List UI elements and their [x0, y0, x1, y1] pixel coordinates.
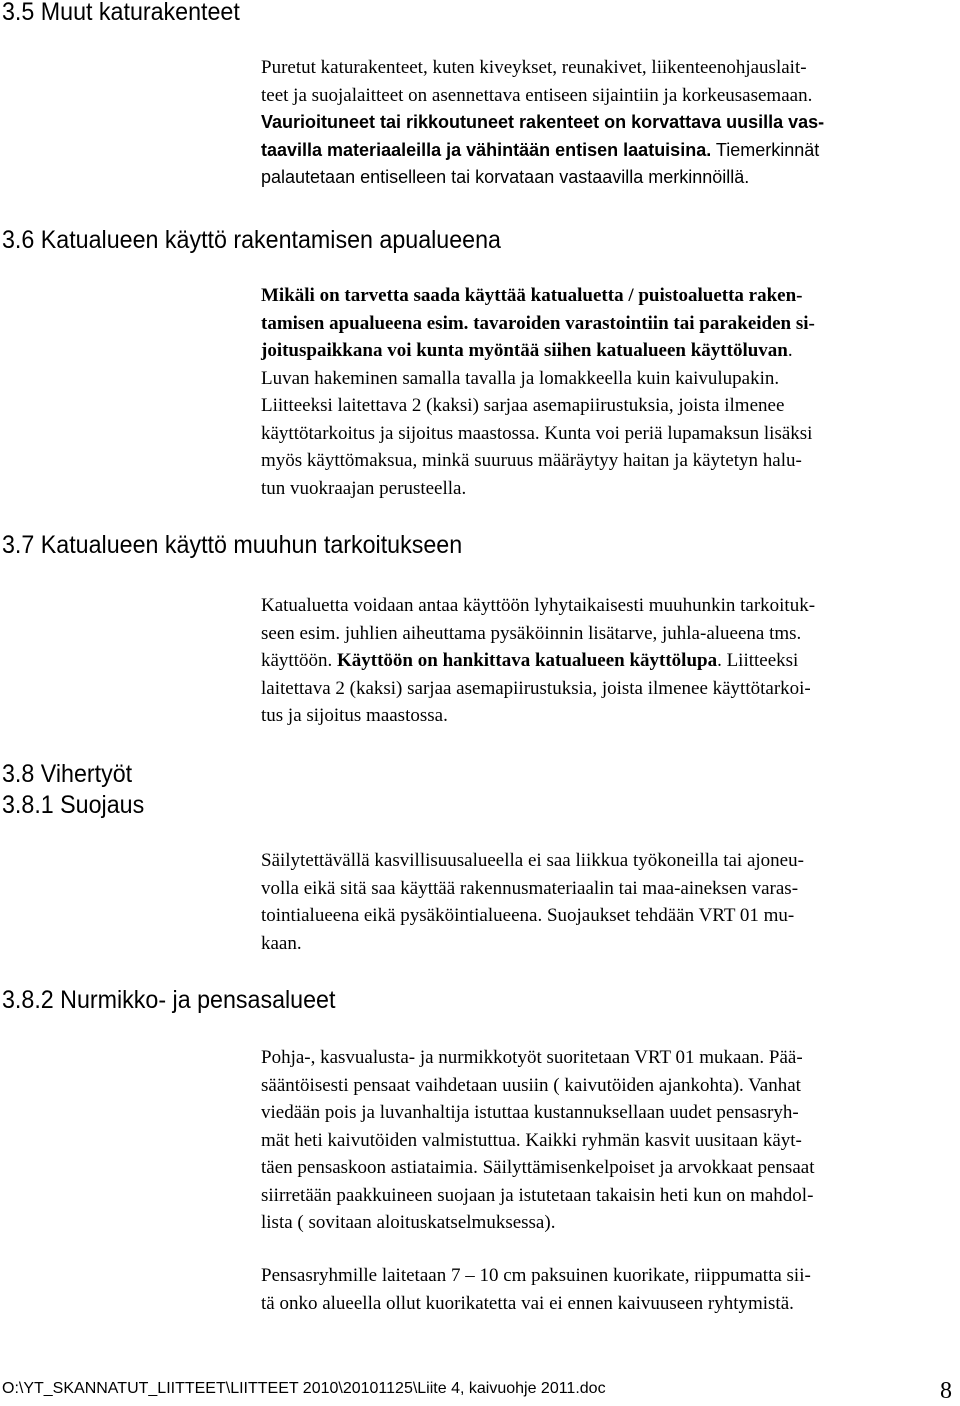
text-line: Katualuetta voidaan antaa käyttöön lyhytaikaisesti muuhunkin tarkoituk-	[261, 595, 816, 616]
text-line: kaan.	[261, 932, 302, 954]
heading-3-6: 3.6 Katualueen käyttö rakentamisen apualueena	[2, 226, 501, 254]
text-span: Käyttöön on hankittava katualueen käyttölupa	[337, 650, 718, 671]
text-line: Pensasryhmille laitetaan 7 – 10 cm paksuinen kuorikate, riippumatta sii-	[261, 1265, 811, 1286]
text-line: seen esim. juhlien aiheuttama pysäköinnin lisätarve, juhla-alueena tms.	[261, 622, 802, 644]
text-line: Luvan hakeminen samalla tavalla ja lomakkeella kuin kaivulupakin.	[261, 367, 780, 389]
paragraph-3-8-1	[261, 847, 960, 957]
text-line: tointialueena eikä pysäköintialueena. Suojaukset tehdään VRT 01 mu-	[261, 905, 795, 926]
text-span: tamisen apualueena esim.	[261, 312, 469, 334]
heading-3-7: 3.7 Katualueen käyttö muuhun tarkoitukseen	[2, 531, 463, 559]
text-line: sääntöisesti pensaat vaihdetaan uusiin ( kaivutöiden ajankohta). Vanhat	[261, 1074, 801, 1096]
text-line: tä onko alueella ollut kuorikatetta vai ei ennen kaivuuseen ryhtymistä.	[261, 1292, 794, 1314]
heading-3-8-2: 3.8.2 Nurmikko- ja pensasalueet	[2, 986, 336, 1014]
heading-3-5: 3.5 Muut katurakenteet	[2, 0, 240, 26]
text-line: Puretut katurakenteet, kuten kiveykset, reunakivet, liikenteenohjauslait-	[261, 57, 807, 78]
text-line: mät heti kaivutöiden valmistuttua. Kaikki ryhmän kasvit uusitaan käyt-	[261, 1129, 802, 1151]
heading-3-8-1: 3.8.1 Suojaus	[2, 791, 145, 819]
text-line: tus ja sijoitus maastossa.	[261, 705, 448, 726]
text-line: volla eikä sitä saa käyttää rakennusmateriaalin tai maa-aineksen varas-	[261, 877, 799, 899]
paragraph-3-6	[261, 282, 960, 502]
paragraph-3-5	[261, 54, 960, 192]
text-span: Tiemerkinnät	[711, 139, 820, 160]
text-line: myös käyttömaksua, minkä suuruus määräytyy haitan ja käytetyn halu-	[261, 450, 802, 471]
text-span: .	[787, 340, 793, 361]
text-span: joituspaikkana voi kunta myöntää siihen katualueen käyttöluvan	[261, 340, 788, 361]
text-span: tavaroiden varastointiin tai parakeiden si-	[468, 312, 815, 334]
text-span: . Liitteeksi	[717, 650, 799, 671]
text-line: palautetaan entiselleen tai korvataan vastaavilla merkinnöillä.	[261, 167, 750, 187]
text-line: lista ( sovitaan aloituskatselmuksessa).	[261, 1212, 556, 1233]
paragraph-3-8-2-mulch	[261, 1262, 960, 1317]
footer-file-path: O:\YT_SKANNATUT_LIITTEET\LIITTEET 2010\20101125\Liite 4, kaivuohje 2011.doc	[2, 1380, 606, 1397]
text-line: Liitteeksi laitettava 2 (kaksi) sarjaa asemapiirustuksia, joista ilmenee	[261, 395, 785, 416]
heading-3-8: 3.8 Vihertyöt	[2, 760, 133, 788]
text-line: täen pensaskoon astiataimia. Säilyttämisenkelpoiset ja arvokkaat pensaat	[261, 1157, 815, 1178]
text-line: teet ja suojalaitteet on asennettava entiseen sijaintiin ja korkeusasemaan.	[261, 84, 813, 106]
paragraph-3-7	[261, 592, 960, 730]
text-line: Vaurioituneet tai rikkoutuneet rakenteet on korvattava uusilla vas-	[261, 112, 825, 132]
text-line: laitettava 2 (kaksi) sarjaa asemapiirustuksia, joista ilmenee käyttötarkoi-	[261, 677, 811, 699]
text-span: käyttöön.	[261, 650, 337, 671]
text-line: tun vuokraajan perusteella.	[261, 477, 467, 499]
paragraph-3-8-2	[261, 1044, 960, 1237]
text-line: Pohja-, kasvualusta- ja nurmikkotyöt suoritetaan VRT 01 mukaan. Pää-	[261, 1047, 803, 1068]
text-line: käyttötarkoitus ja sijoitus maastossa. Kunta voi periä lupamaksun lisäksi	[261, 422, 813, 444]
text-span: taavilla materiaaleilla ja vähintään entisen laatuisina.	[261, 139, 712, 160]
text-line: siirretään paakkuineen suojaan ja istutetaan takaisin heti kun on mahdol-	[261, 1184, 814, 1206]
text-line: viedään pois ja luvanhaltija istuttaa kustannuksellaan uudet pensasryh-	[261, 1102, 799, 1123]
text-line: Mikäli on tarvetta saada käyttää katualuetta / puistoaluetta raken-	[261, 285, 803, 306]
page-number: 8	[940, 1378, 952, 1404]
text-line: Säilytettävällä kasvillisuusalueella ei saa liikkua työkoneilla tai ajoneu-	[261, 850, 804, 871]
